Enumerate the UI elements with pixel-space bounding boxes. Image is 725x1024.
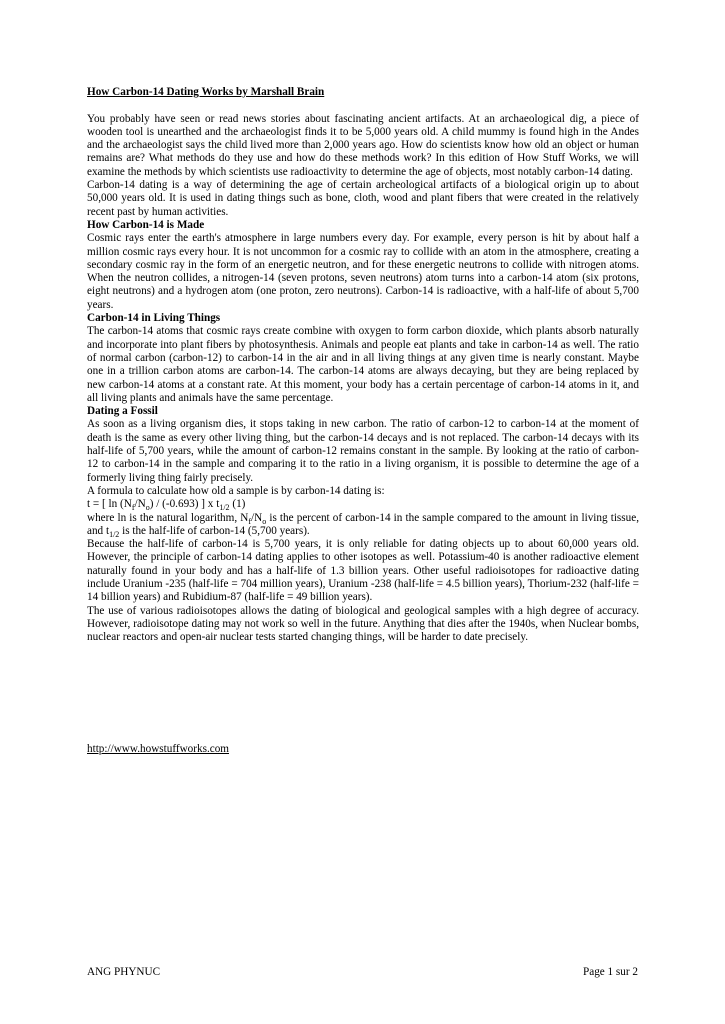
section-text-fossil-1: As soon as a living organism dies, it stops taking in new carbon. The ratio of carbon-12 to carbon-14 at the moment of death is the same as every other living thing, but the carbon-14 decays and is not replaced. The carbon-14 decays with its half-life of 5,700 years, while the amount of carbon-12 remains constant in the sample. By looking at the ratio of carbon-12 to carbon-14 in the sample and comparing it to the ratio in a living organism, it is possible to determine the age of a formerly living thing fairly precisely.: [87, 418, 639, 484]
section-heading-living: Carbon-14 in Living Things: [87, 312, 221, 325]
intro-paragraph: You probably have seen or read news stories about fascinating ancient artifacts. At an archaeological dig, a piece of wooden tool is unearthed and the archaeologist finds it to be 5,000 years old. A child mummy is found high in the Andes and the archaeologist says the child lived more than 2,000 years ago. How do scientists know how old an object or human remains are? What methods do they use and how do these methods work? In this edition of How Stuff Works, we will examine the methods by which scientists use radioactivity to determine the age of objects, most notably carbon-14 dating.: [87, 112, 639, 178]
section-heading-made: How Carbon-14 is Made: [87, 218, 205, 231]
definition-paragraph: Carbon-14 dating is a way of determining the age of certain archeological artifacts of a biological origin up to about 50,000 years old. It is used in dating things such as bone, cloth, wood and plant fibers that were created in the relatively recent past by human activities.: [87, 179, 639, 218]
page-footer: [87, 966, 638, 979]
document-body: [87, 86, 639, 644]
section-heading-fossil: Dating a Fossil: [87, 405, 158, 418]
formula-intro: A formula to calculate how old a sample is by carbon-14 dating is:: [87, 484, 385, 497]
section-text-made: Cosmic rays enter the earth's atmosphere in large numbers every day. For example, every person is hit by about half a million cosmic rays every hour. It is not uncommon for a cosmic ray to collide with an atom in the atmosphere, creating a secondary cosmic ray in the form of an energetic neutron, and for these energetic neutrons to collide with nitrogen atoms. When the neutron collides, a nitrogen-14 (seven protons, seven neutrons) atom turns into a carbon-14 atom (six protons, eight neutrons) and a hydrogen atom (one proton, zero neutrons). Carbon-14 is radioactive, with a half-life of about 5,700 years.: [87, 232, 639, 311]
footer-page-number: Page 1 sur 2: [583, 966, 638, 978]
formula-explanation: where ln is the natural logarithm, $N_f/N_o$ is the percent of carbon-14 in the sample compared to the amount in living tissue, and $t_{1/2}$ is the half-life of carbon-14 (5,700 years).: [87, 511, 639, 540]
section-text-fossil-2: Because the half-life of carbon-14 is 5,700 years, it is only reliable for dating objects up to about 60,000 years old. However, the principle of carbon-14 dating applies to other isotopes as well. Potassium-40 is another radioactive element naturally found in your body and has a half-life of 1.3 billion years. Other useful radioisotopes for radioactive dating include Uranium -235 (half-life = 704 million years), Uranium -238 (half-life = 4.5 billion years), Thorium-232 (half-life = 14 billion years) and Rubidium-87 (half-life = 49 billion years).: [87, 538, 639, 604]
section-text-fossil-3: The use of various radioisotopes allows the dating of biological and geological samples with a high degree of accuracy. However, radioisotope dating may not work so well in the future. Anything that dies after the 1940s, when Nuclear bombs, nuclear reactors and open-air nuclear tests started changing things, will be harder to date precisely.: [87, 604, 639, 644]
footer-course-label: ANG PHYNUC: [87, 966, 161, 978]
source-link[interactable]: http://www.howstuffworks.com: [87, 743, 230, 755]
section-text-living: The carbon-14 atoms that cosmic rays create combine with oxygen to form carbon dioxide, which plants absorb naturally and incorporate into plant fibers by photosynthesis. Animals and people eat plants and take in carbon-14 as well. The ratio of normal carbon (carbon-12) to carbon-14 in the air and in all living things at any given time is nearly constant. Maybe one in a trillion carbon atoms are carbon-14. The carbon-14 atoms are always decaying, but they are being replaced by new carbon-14 atoms at a constant rate. At this moment, your body has a certain percentage of carbon-14 atoms in it, and all living plants and animals have the same percentage.: [87, 325, 639, 404]
document-title: How Carbon-14 Dating Works by Marshall Brain: [87, 86, 325, 98]
dating-formula: t = [ $\ln (N_f/N_o) / (-0.693)$ ] x $t_{1/2}$ (1): [87, 498, 246, 513]
